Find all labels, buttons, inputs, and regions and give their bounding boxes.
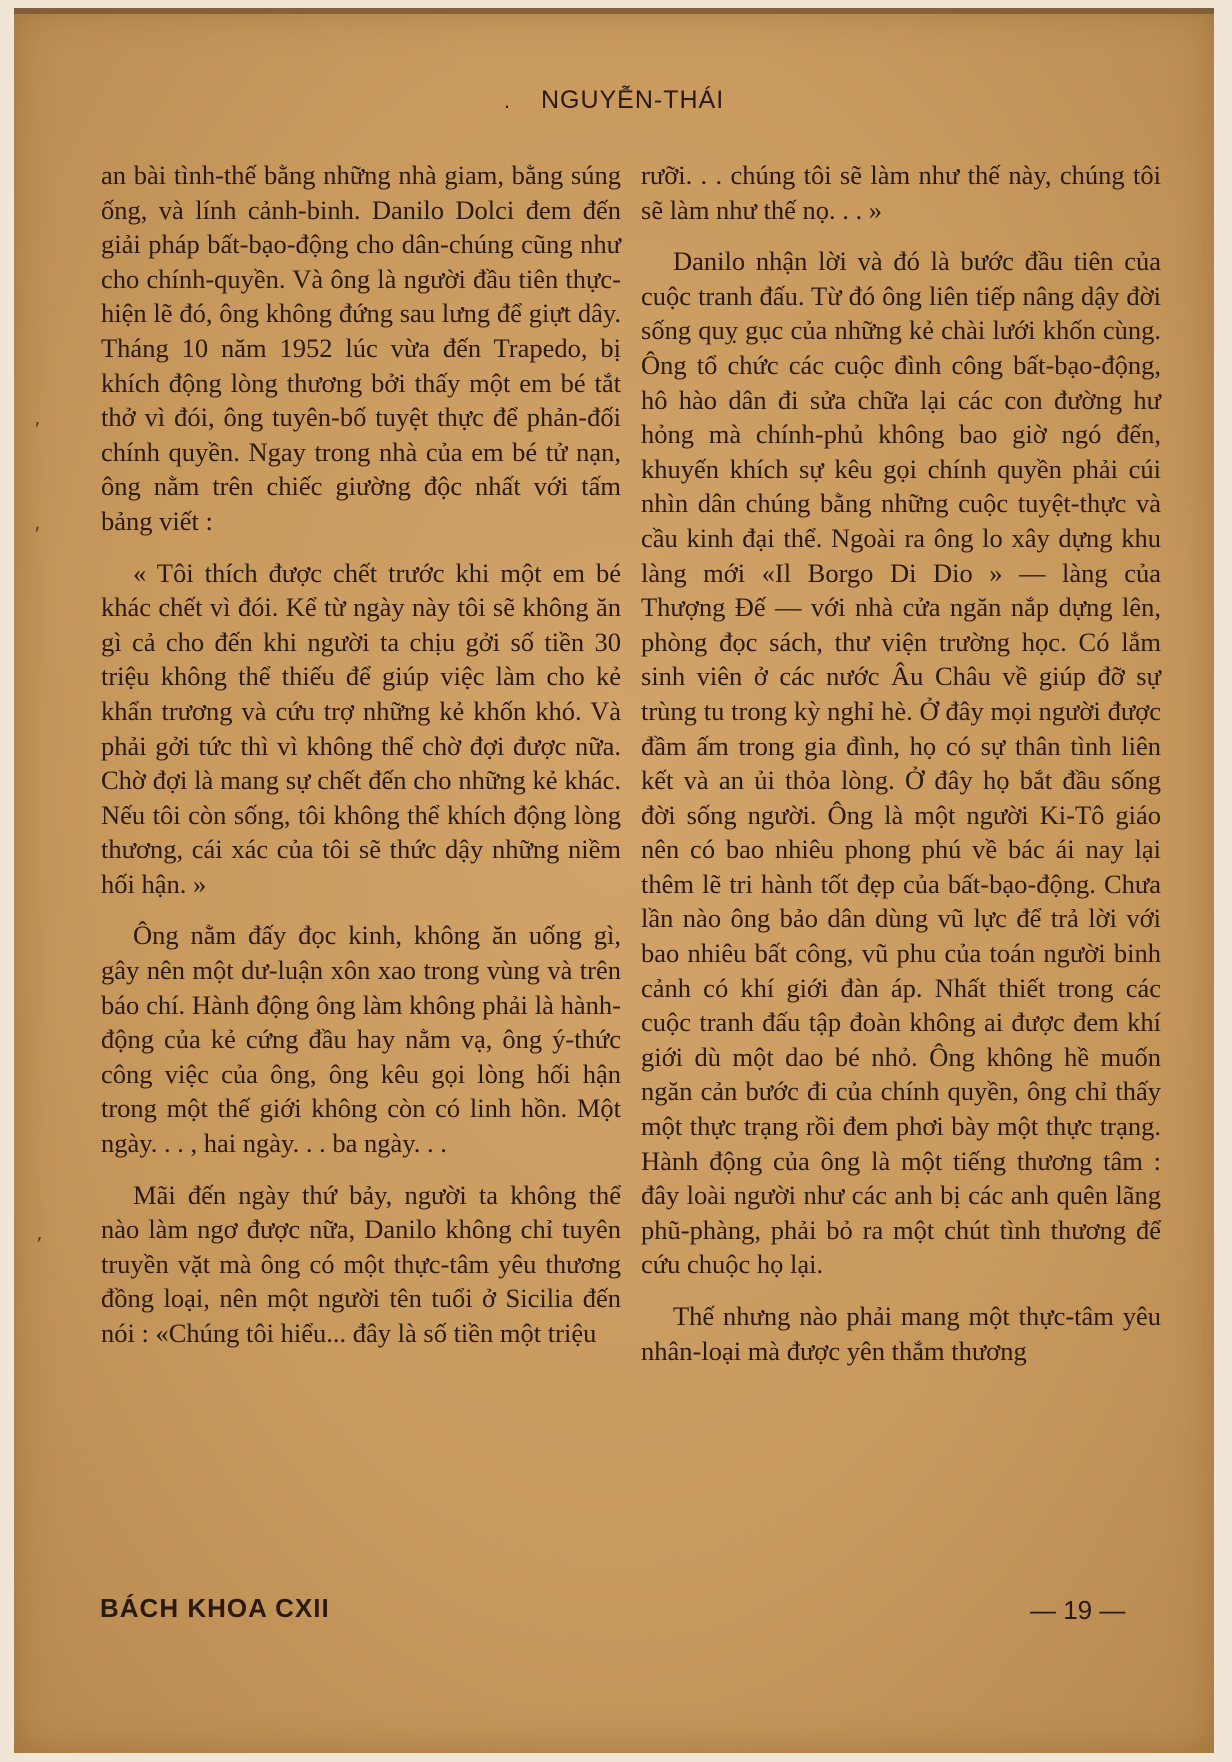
left-column [101,158,621,1368]
right-column [641,158,1161,1385]
header-marker: . [503,88,511,113]
page-top-edge [14,8,1214,14]
paragraph: an bài tình-thế bằng những nhà giam, bằng súng ống, và lính cảnh-binh. Danilo Dolci đem đến giải pháp bất-bạo-động cho dân-chúng cũng như cho chính-quyền. Và ông là người đầu tiên thực-hiện lẽ đó, ông không đứng sau lưng để giựt dây. Tháng 10 năm 1952 lúc vừa đến Trapedo, bị khích động lòng thương bởi thấy một em bé tắt thở vì đói, ông tuyên-bố tuyệt thực để phản-đối chính quyền. Ngay trong nhà của em bé tử nạn, ông nằm trên chiếc giường độc nhất với tấm bảng viết : [101,160,621,536]
author-name: NGUYỄN-THÁI [540,86,725,114]
margin-mark: ’ [34,418,41,442]
margin-mark: ‚ [34,510,41,534]
paragraph: Ông nằm đấy đọc kinh, không ăn uống gì, gây nên một dư-luận xôn xao trong vùng và trên báo chí. Hành động ông làm không phải là hành-động của kẻ cứng đầu hay nằm vạ, ông ý-thức công việc của ông, ông kêu gọi lòng hối hận trong một thế giới không còn có linh hồn. Một ngày. . . , hai ngày. . . ba ngày. . . [101,920,621,1159]
paragraph: Danilo nhận lời và đó là bước đầu tiên của cuộc tranh đấu. Từ đó ông liên tiếp nâng dậy đời sống quỵ gục của những kẻ chài lưới khốn cùng. Ông tổ chức các cuộc đình công bất-bạo-động, hô hào dân đi sửa chữa lại các con đường hư hỏng mà chính-phủ không bao giờ ngó đến, khuyến khích sự kêu gọi chính quyền phải cúi nhìn dân chúng bằng những cuộc tuyệt-thực và cầu kinh đại thể. Ngoài ra ông lo xây dựng khu làng mới «Il Borgo Di Dio » — làng của Thượng Đế — với nhà cửa ngăn nắp dựng lên, phòng đọc sách, thư viện trường học. Có lắm sinh viên ở các nước Âu Châu về giúp đỡ sự trùng tu trong kỳ nghỉ hè. Ở đây mọi người được đầm ấm trong gia đình, họ có sự thân tình liên kết và an ủi thỏa lòng. Ở đây họ bắt đầu sống đời sống người. Ông là một người Ki-Tô giáo nên có bao nhiêu phong phú về bác ái nay lại thêm lẽ tri hành tốt đẹp của bất-bạo-động. Chưa lần nào ông bảo dân dùng vũ lực để trả lời với bao nhiêu bất công, vũ phu của toán người binh cảnh có khí giới đàn áp. Nhất thiết trong các cuộc tranh đấu tập đoàn không ai được đem khí giới dù một dao bé nhỏ. Ông không hề muốn ngăn cản bước đi của chính quyền, ông chỉ thấy một thực trạng rồi đem phơi bày một thực trạng. Hành động của ông là một tiếng thương tâm : đây loài người như các anh bị các anh quên lãng phũ-phàng, phải bỏ ra một chút tình thương để cứu chuộc họ lại. [641,246,1161,1280]
paragraph: « Tôi thích được chết trước khi một em bé khác chết vì đói. Kể từ ngày này tôi sẽ không ăn gì cả cho đến khi người ta chịu gởi số tiền 30 triệu không thể thiếu để giúp việc làm cho kẻ khẩn trương và cứu trợ những kẻ khốn khó. Và phải gởi tức thì vì không thể chờ đợi được nữa. Chờ đợi là mang sự chết đến cho những kẻ khác. Nếu tôi còn sống, tôi không thể khích động lòng thương, cái xác của tôi sẽ thức dậy những niềm hối hận. » [101,557,621,899]
paragraph: rưỡi. . . chúng tôi sẽ làm như thế này, chúng tôi sẽ làm như thế nọ. . . » [641,160,1161,225]
running-header [14,86,1214,115]
magazine-page [14,8,1214,1753]
paragraph: Thế nhưng nào phải mang một thực-tâm yêu nhân-loại mà được yên thắm thương [641,1301,1161,1366]
margin-mark: ’ [36,1233,43,1257]
paragraph: Mãi đến ngày thứ bảy, người ta không thể nào làm ngơ được nữa, Danilo không chỉ tuyên truyền vặt mà ông có một thực-tâm yêu thương đồng loại, nên một người tên tuổi ở Sicilia đến nói : «Chúng tôi hiểu... đây là số tiền một triệu [101,1179,621,1348]
journal-title: BÁCH KHOA CXII [100,1593,330,1623]
page-number: — 19 — [1030,1595,1126,1625]
